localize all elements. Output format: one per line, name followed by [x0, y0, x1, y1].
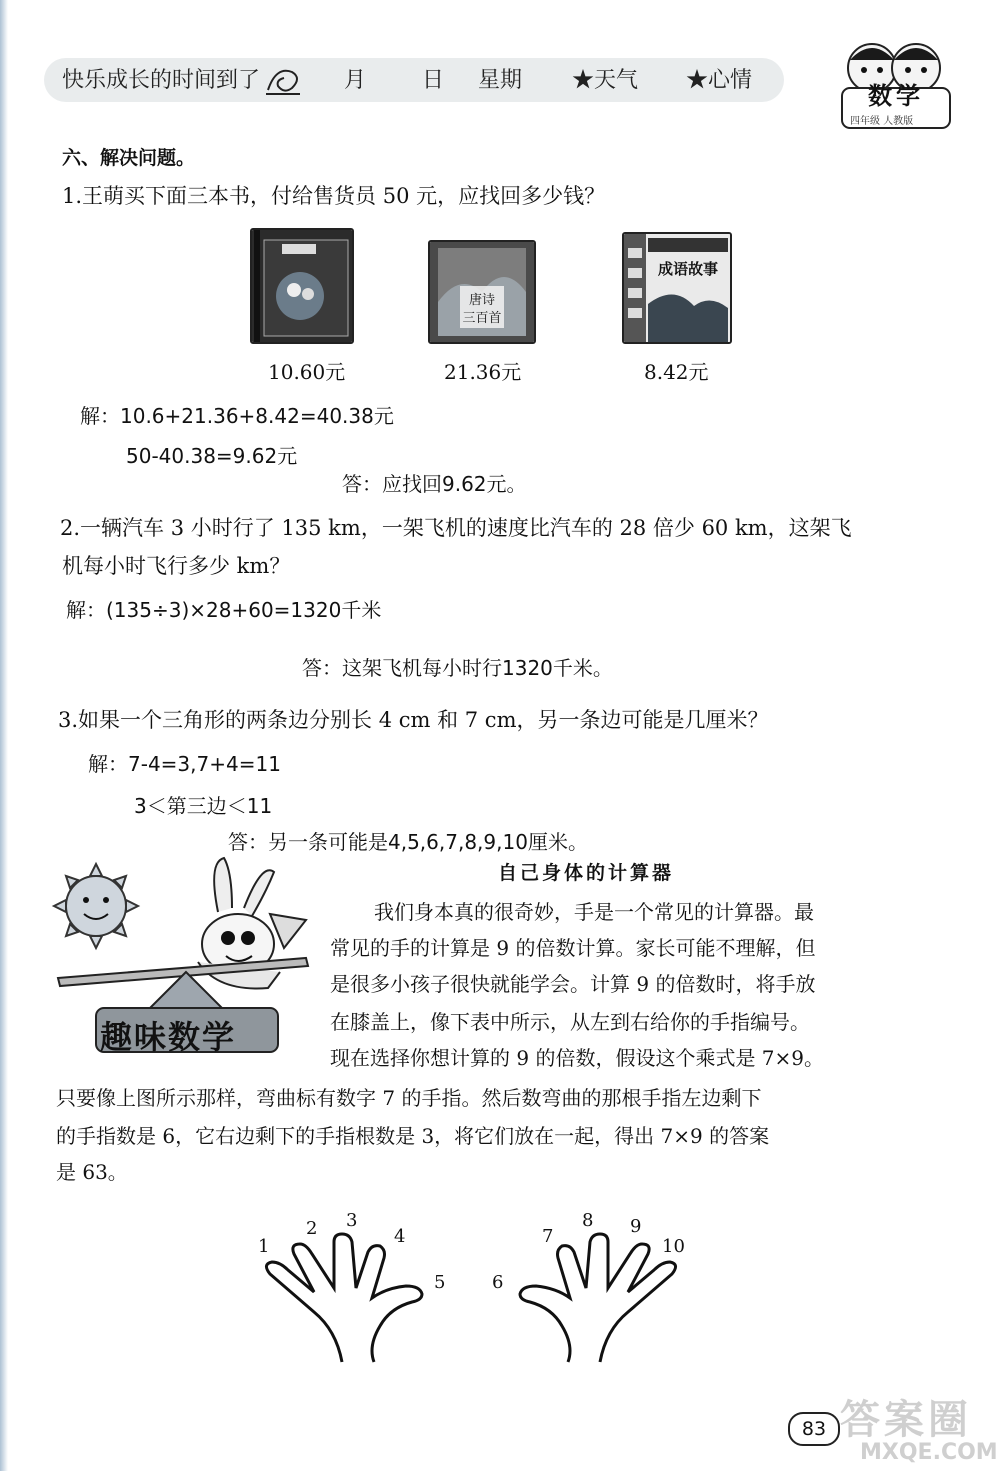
finger-number-5: 5	[434, 1272, 446, 1293]
header-mood: ★心情	[686, 68, 753, 93]
fun-math-label: 趣味数学	[100, 1018, 237, 1056]
finger-number-7: 7	[542, 1226, 554, 1247]
fun-paragraph-line-8: 是 63。	[56, 1160, 128, 1184]
left-hand-icon	[256, 1230, 446, 1364]
fun-paragraph-line-7: 的手指数是 6，它右边剩下的手指根数是 3，将它们放在一起，得出 7×9 的答案	[56, 1124, 770, 1148]
header-day: 日	[422, 68, 445, 93]
finger-number-8: 8	[582, 1210, 594, 1231]
fun-paragraph-line-1: 我们身本真的很奇妙，手是一个常见的计算器。最	[374, 900, 814, 924]
finger-number-3: 3	[346, 1210, 358, 1231]
finger-number-9: 9	[630, 1216, 642, 1237]
book-3-image	[622, 232, 732, 344]
fun-paragraph-line-6: 只要像上图所示那样，弯曲标有数字 7 的手指。然后数弯曲的那根手指左边剩下	[56, 1086, 762, 1110]
finger-number-1: 1	[258, 1236, 270, 1257]
book-2-price: 21.36元	[444, 360, 522, 384]
header-weekday: 星期	[478, 68, 523, 93]
svg-text:成语故事: 成语故事	[657, 260, 719, 278]
snail-doodle-icon	[262, 60, 304, 100]
q1-solution-line-2: 50-40.38=9.62元	[126, 444, 298, 468]
header-weather: ★天气	[572, 68, 639, 93]
question-2-line-2: 机每小时飞行多少 km？	[62, 554, 291, 578]
finger-number-10: 10	[662, 1236, 685, 1257]
watermark-url: MXQE.COM	[860, 1440, 998, 1465]
subject-edition: 四年级 人教版	[850, 116, 914, 127]
header-month: 月	[344, 68, 367, 93]
book-3-price: 8.42元	[644, 360, 709, 384]
svg-text:三百首: 三百首	[462, 311, 502, 326]
q3-solution-line-2: 3＜第三边＜11	[134, 794, 273, 818]
watermark-logo: 答案圈	[840, 1397, 972, 1443]
book-1-image	[250, 228, 354, 344]
q3-answer: 答：另一条可能是4,5,6,7,8,9,10厘米。	[228, 830, 588, 854]
q2-answer: 答：这架飞机每小时行1320千米。	[302, 656, 613, 680]
fun-paragraph-line-2: 常见的手的计算是 9 的倍数计算。家长可能不理解，但	[330, 936, 816, 960]
header-title: 快乐成长的时间到了	[62, 68, 261, 93]
question-2-line-1: 2.一辆汽车 3 小时行了 135 km，一架飞机的速度比汽车的 28 倍少 60 km，这架飞	[60, 516, 852, 540]
page-edge-shading	[0, 0, 8, 1471]
book-2-image	[428, 240, 536, 344]
book-1-price: 10.60元	[268, 360, 346, 384]
q3-solution-line-1: 解：7-4=3,7+4=11	[88, 752, 281, 776]
question-1-text: 1.王萌买下面三本书，付给售货员 50 元，应找回多少钱？	[62, 184, 606, 208]
fun-paragraph-line-3: 是很多小孩子很快就能学会。计算 9 的倍数时，将手放	[330, 972, 816, 996]
finger-number-2: 2	[306, 1218, 318, 1239]
q2-solution: 解：(135÷3)×28+60=1320千米	[66, 598, 382, 622]
svg-text:唐诗: 唐诗	[468, 293, 496, 308]
q1-answer: 答：应找回9.62元。	[342, 472, 527, 496]
right-hand-icon	[496, 1230, 686, 1364]
page-number: 83	[788, 1412, 840, 1446]
fun-paragraph-line-5: 现在选择你想计算的 9 的倍数，假设这个乘式是 7×9。	[330, 1046, 825, 1070]
finger-number-6: 6	[492, 1272, 504, 1293]
subject-title: 数学	[868, 82, 924, 110]
q1-solution-line-1: 解：10.6+21.36+8.42=40.38元	[80, 404, 394, 428]
finger-number-4: 4	[394, 1226, 406, 1247]
question-3-text: 3.如果一个三角形的两条边分别长 4 cm 和 7 cm，另一条边可能是几厘米？	[58, 708, 769, 732]
section-title: 六、解决问题。	[62, 147, 196, 169]
fun-paragraph-line-4: 在膝盖上，像下表中所示，从左到右给你的手指编号。	[330, 1010, 810, 1034]
fun-math-title: 自己身体的计算器	[498, 862, 675, 884]
